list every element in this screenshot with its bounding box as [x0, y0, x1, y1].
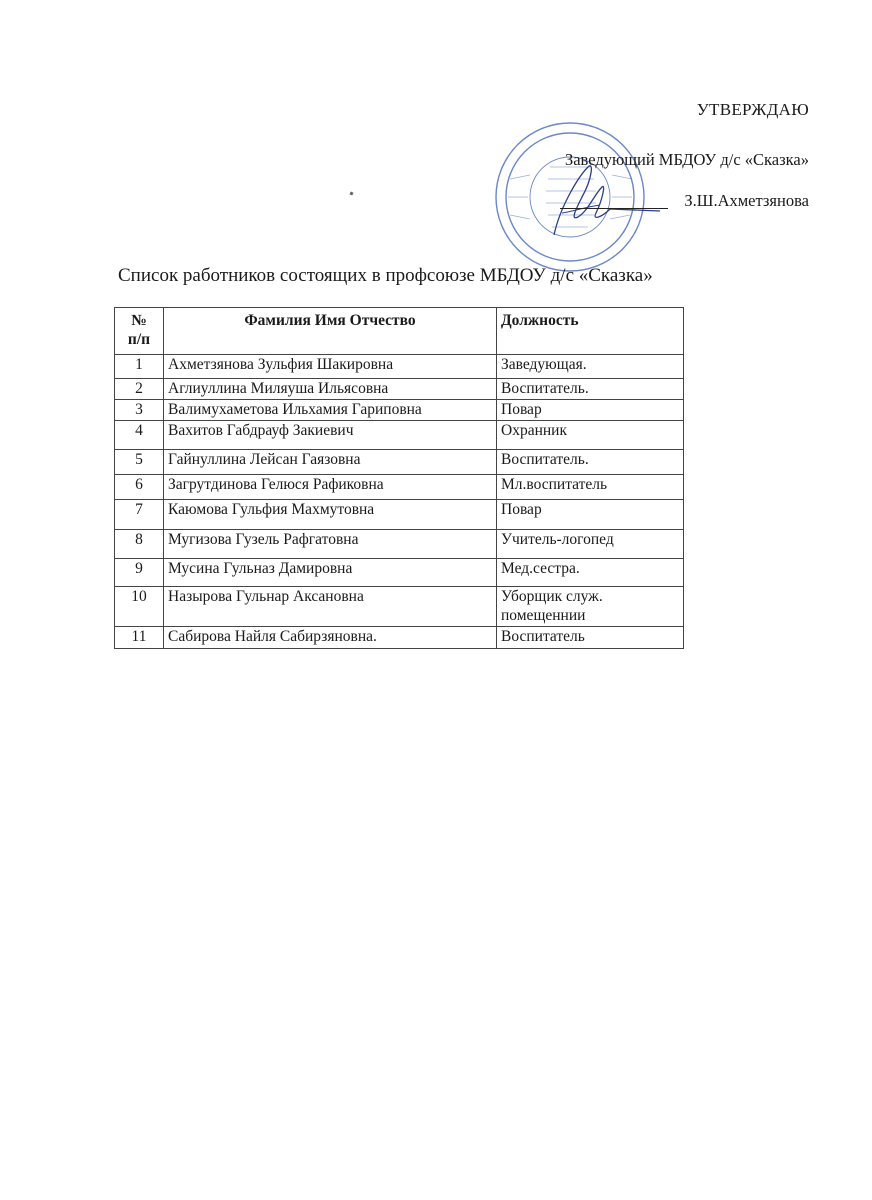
approval-name: З.Ш.Ахметзянова — [684, 191, 809, 210]
row-name: Каюмова Гульфия Махмутовна — [164, 500, 497, 530]
table-row — [115, 379, 684, 400]
row-name: Сабирова Найля Сабирзяновна. — [164, 627, 497, 649]
row-name: Аглиуллина Миляуша Ильясовна — [164, 379, 497, 400]
table-row — [115, 475, 684, 500]
staff-table — [114, 307, 684, 649]
row-number: 11 — [115, 627, 164, 649]
row-role: Повар — [497, 400, 684, 421]
header-number-line1: № — [131, 312, 147, 329]
row-role: Воспитатель. — [497, 379, 684, 400]
approval-title: УТВЕРЖДАЮ — [696, 100, 809, 119]
row-number: 9 — [115, 559, 164, 587]
row-number: 1 — [115, 355, 164, 379]
table-header-row — [115, 308, 684, 355]
row-role: Мед.сестра. — [497, 559, 684, 587]
header-number — [115, 308, 164, 355]
row-number: 7 — [115, 500, 164, 530]
row-role: Учитель-логопед — [497, 530, 684, 559]
header-name: Фамилия Имя Отчество — [164, 308, 497, 355]
row-name: Назырова Гульнар Аксановна — [164, 587, 497, 627]
table-row — [115, 559, 684, 587]
row-role: Повар — [497, 500, 684, 530]
row-name: Мугизова Гузель Рафгатовна — [164, 530, 497, 559]
row-name: Мусина Гульназ Дамировна — [164, 559, 497, 587]
row-role: Воспитатель. — [497, 450, 684, 475]
row-number: 5 — [115, 450, 164, 475]
table-row — [115, 450, 684, 475]
row-role: Уборщик служ. помещеннии — [497, 587, 684, 627]
scan-speck — [350, 192, 354, 196]
row-name: Загрутдинова Гелюся Рафиковна — [164, 475, 497, 500]
row-name: Ахметзянова Зульфия Шакировна — [164, 355, 497, 379]
header-number-line2: п/п — [127, 331, 151, 348]
row-role: Воспитатель — [497, 627, 684, 649]
row-name: Гайнуллина Лейсан Гаязовна — [164, 450, 497, 475]
table-row — [115, 500, 684, 530]
header-role: Должность — [497, 308, 684, 355]
row-role: Заведующая. — [497, 355, 684, 379]
table-row — [115, 400, 684, 421]
row-number: 6 — [115, 475, 164, 500]
row-number: 3 — [115, 400, 164, 421]
row-role: Охранник — [497, 421, 684, 450]
signature-line — [560, 190, 668, 209]
table-row — [115, 587, 684, 627]
row-number: 8 — [115, 530, 164, 559]
table-row — [115, 627, 684, 649]
row-number: 2 — [115, 379, 164, 400]
row-number: 4 — [115, 421, 164, 450]
row-name: Валимухаметова Ильхамия Гариповна — [164, 400, 497, 421]
table-row — [115, 421, 684, 450]
row-name: Вахитов Габдрауф Закиевич — [164, 421, 497, 450]
table-row — [115, 355, 684, 379]
approval-position: Заведующий МБДОУ д/с «Сказка» — [564, 150, 809, 169]
document-title: Список работников состоящих в профсоюзе МБДОУ д/с «Сказка» — [118, 265, 653, 286]
row-number: 10 — [115, 587, 164, 627]
table-row — [115, 530, 684, 559]
row-role: Мл.воспитатель — [497, 475, 684, 500]
